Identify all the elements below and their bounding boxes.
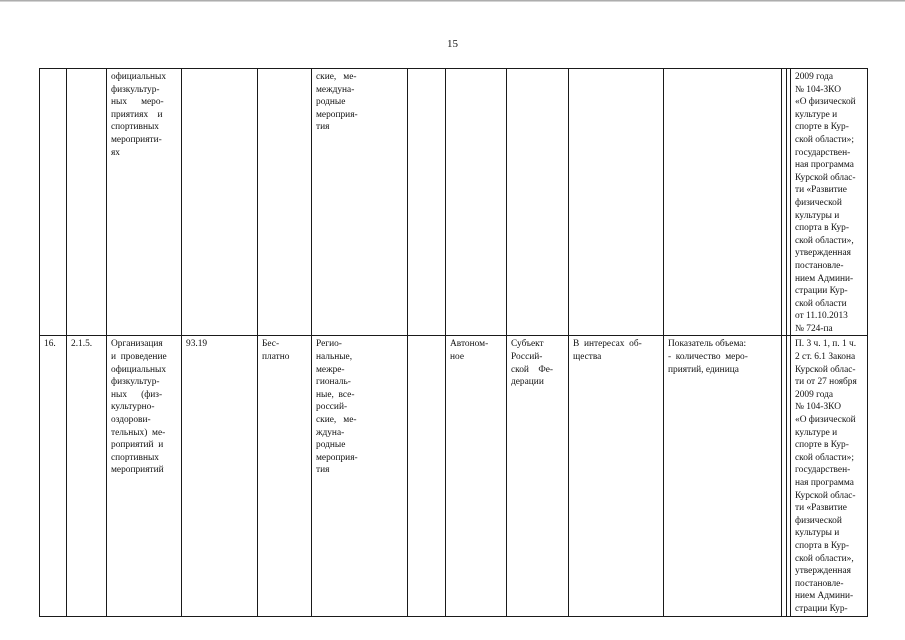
legal-basis-cell: 2009 года № 104-ЗКО «О физической культуре и спорте в Кур- ской области»; государствен- ная программа Курской облас- ти «Развитие физической культуры и спорта в Кур- ской области», утвержденная постановле- нием Админи- страции Кур- ской области от 11.10.2013 № 724-па	[791, 69, 868, 336]
row-number-cell: 16.	[40, 336, 67, 616]
event-type-cell: ские, ме- междуна- родные мероприя- тия	[312, 69, 408, 336]
interest-cell: В интересах об- щества	[569, 336, 664, 616]
separator-cell	[782, 69, 791, 336]
payment-cell	[258, 69, 312, 336]
service-code-cell: 2.1.5.	[67, 336, 107, 616]
founder-cell: Субъект Россий- ской Фе- дерации	[507, 336, 569, 616]
indicator-cell	[664, 69, 782, 336]
okved-cell: 93.19	[182, 336, 258, 616]
indicator-cell: Показатель объема: - количество меро- приятий, единица	[664, 336, 782, 616]
payment-cell: Бес- платно	[258, 336, 312, 616]
interest-cell	[569, 69, 664, 336]
row-number-cell	[40, 69, 67, 336]
table-row	[40, 336, 868, 616]
extra-cell	[408, 336, 446, 616]
page-number: 15	[447, 38, 458, 50]
service-name-cell: Организация и проведение официальных физкультур- ных (физ- культурно- оздорови- тельных) ме- роприятий и спортивных мероприятий	[107, 336, 182, 616]
institution-form-cell: Автоном- ное	[446, 336, 507, 616]
service-code-cell	[67, 69, 107, 336]
registry-table	[39, 68, 868, 617]
event-type-cell: Регио- нальные, межре- гиональ- ные, все- россий- ские, ме- ждуна- родные мероприя- тия	[312, 336, 408, 616]
table-row	[40, 69, 868, 336]
institution-form-cell	[446, 69, 507, 336]
okved-cell	[182, 69, 258, 336]
separator-cell	[782, 336, 791, 616]
service-name-cell: официальных физкультур- ных меро- приятиях и спортивных мероприяти- ях	[107, 69, 182, 336]
scan-edge	[0, 0, 905, 2]
founder-cell	[507, 69, 569, 336]
legal-basis-cell: П. 3 ч. 1, п. 1 ч. 2 ст. 6.1 Закона Курской облас- ти от 27 ноября 2009 года № 104-ЗКО «О физической культуре и спорте в Кур- ской области»; государствен- ная программа Курской облас- ти «Развитие физической культуры и спорта в Кур- ской области», утвержденная постановле- нием Админи- страции Кур-	[791, 336, 868, 616]
extra-cell	[408, 69, 446, 336]
